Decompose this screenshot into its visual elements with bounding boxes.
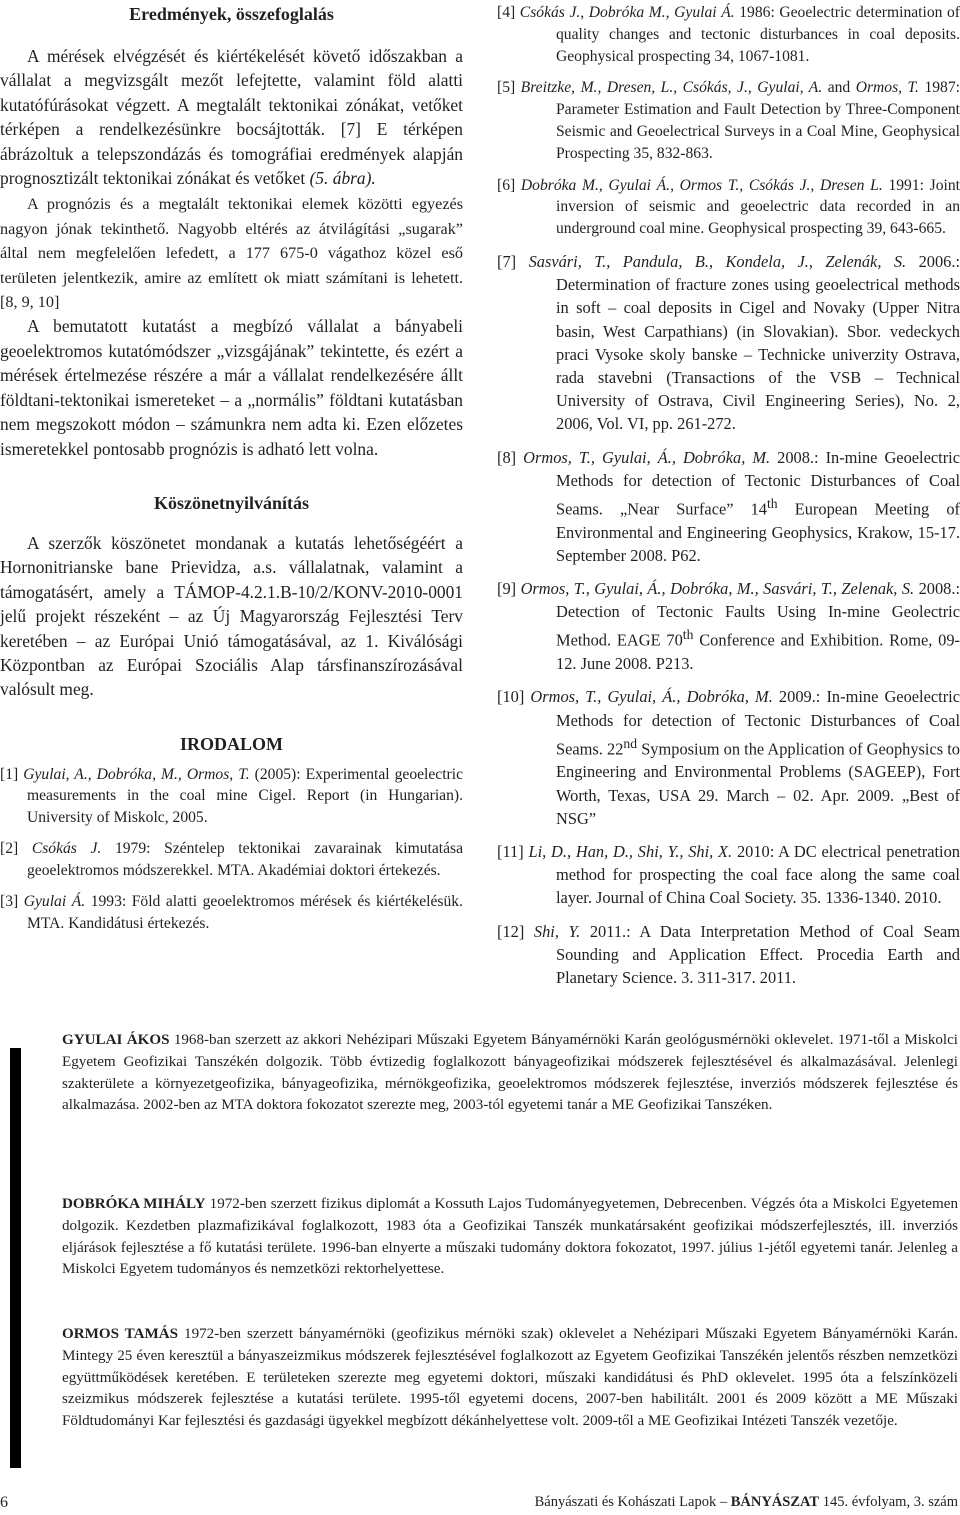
reference-authors: Csókás J. — [31, 840, 102, 858]
author-bio-text: 1972-ben szerzett fizikus diplomát a Kossuth Lajos Tudományegyetemen, Debrecenben. Végzés óta a Miskolci Egyetemen dolgozik. Kezdetben plazmafizikával foglalkozott, 1983 óta a Geofizikai Tanszék munkatársaként geofizikai módszerfejlesztés, ill. inverziós eljárások fejlesztése a fő kutatási területe. 1996-ban elnyerte a műszaki tudomány doktora fokozatot, 1997. július 1-jétől egyetemi tanár. Jelenleg a Miskolci Egyetem tudományos és nemzetközi rektorhelyettese. — [62, 1196, 958, 1278]
ordinal-suffix: th — [682, 627, 694, 643]
reference-details: (2005): Experimental geoelectric measurements in the coal mine Cigel. Report (in Hungarian). University of Miskolc, 2005. — [27, 765, 464, 826]
reference-details: Symposium on the Application of Geophysics to Engineering and Environmental Problems (SAGEEP), Fort Worth, Texas, USA 29. March – 02. Apr. 2009. „Best of NSG” — [556, 739, 960, 828]
author-bio — [62, 1030, 958, 1117]
reference-details: 2006.: Determination of fracture zones using geoelectrical methods in soft – coal deposits in Cigel and Novaky (Upper Nitra basin, West Carpathians) (in Slovakian). Sbor. vedeckych praci Vysoke skoly banske – Technicke univerzity Ostrava, rada stavebni (Transactions of the VSB – Technical University of Ostrava, Civil Engineering Series), No. 2, 2006, Vol. VI, pp. 261-272. — [556, 251, 960, 434]
page-number: 6 — [0, 1494, 8, 1511]
reference-item — [497, 77, 960, 164]
reference-details: 1979: Széntelep tektonikai zavarainak kimutatása geoelektromos módszerekkel. MTA. Akadémiai doktori értekezés. — [27, 840, 463, 879]
reference-number: [2] — [0, 840, 19, 858]
figure-reference: (5. ábra). — [309, 168, 376, 189]
left-column — [0, 0, 463, 934]
paragraph-results-3: A bemutatott kutatást a megbízó vállalat a bányabeli geoelektromos kutatómódszer „vizsgájának” tekintette, és ezért a mérések értelmezése részére a már a vállalat rendelkezésére állt földtani-tektonikai ismereteket – a „normális” földtani kutatásban nem megszokott módon – számunkra nem adta ki. Ezen előzetes ismeretekkel pontosabb prognózis is adható lett volna. — [0, 316, 463, 459]
reference-details: 2008.: In-mine Geoelectric Methods for detection of Tectonic Disturbances of Coal Seams. „Near Surface” 14 — [556, 447, 960, 519]
author-bio — [62, 1194, 958, 1281]
reference-details: 1991: Joint inversion of seismic and geoelectric data recorded in an underground coal mine. Geophysical prospecting 39, 643-665. — [556, 176, 960, 238]
reference-details: 2010: A DC electrical penetration method for prospecting the coal face along the same coal layer. Journal of China Coal Society. 35. 1336-1340. 2010. — [556, 842, 960, 908]
reference-number: [11] — [497, 842, 524, 862]
reference-authors: Csókás J., Dobróka M., Gyulai Á. — [519, 4, 735, 21]
author-bio — [62, 1324, 958, 1433]
reference-number: [4] — [497, 4, 516, 21]
reference-authors: Sasvári, T., Pandula, B., Kondela, J., Zelenák, S. — [528, 251, 907, 271]
reference-details: 2011.: A Data Interpretation Method of Coal Seam Sounding and Application Effect. Procedia Earth and Planetary Science. 3. 311-317. 2011. — [556, 921, 960, 988]
author-bio-text: 1968-ban szerzett az akkori Nehézipari Műszaki Egyetem Bányamérnöki Karán geológusmérnöki oklevelet. 1971-től a Miskolci Egyetem Geofizikai Tanszékén dolgozik. Több évtizedig foglalkozott bányageofizikai módszerek fejlesztésével és alkalmazásával. Jelenlegi szakterülete a környezetgeofizika, bányageofizika, mérnökgeofizika, geoelektromos módszerek fejlesztése, inverziós módszerek fejlesztése és alkalmazása. 2002-ben az MTA doktora fokozatot szerezte meg, 2003-tól egyetemi tanár a ME Geofizikai Tanszéken. — [62, 1032, 958, 1114]
ordinal-suffix: nd — [623, 735, 638, 751]
reference-number: [5] — [497, 79, 516, 97]
reference-authors: Ormos, T., Gyulai, Á., Dobróka, M., Sasvári, T., Zelenak, S. — [520, 579, 915, 599]
reference-details: Conference and Exhibition. Rome, 09-12. June 2008. P213. — [556, 630, 960, 674]
reference-item — [497, 175, 960, 240]
right-column — [497, 2, 960, 989]
reference-item — [0, 891, 463, 934]
page-footer — [0, 1490, 960, 1515]
journal-name: Bányászati és Kohászati Lapok – — [534, 1494, 728, 1510]
paragraph-results-1 — [0, 44, 463, 190]
reference-item — [497, 250, 960, 436]
reference-item — [497, 446, 960, 567]
reference-number: [8] — [497, 447, 517, 467]
reference-item — [497, 920, 960, 990]
reference-item — [497, 2, 960, 67]
reference-number: [12] — [497, 921, 525, 941]
reference-number: [9] — [497, 579, 517, 599]
reference-authors: Shi, Y. — [533, 921, 581, 941]
reference-details: 2008.: Detection of Tectonic Faults Using In-mine Geolectric Method. EAGE 70 — [556, 579, 960, 650]
reference-authors: Ormos, T., Gyulai, Á., Dobróka, M. — [530, 687, 773, 707]
journal-section: BÁNYÁSZAT — [730, 1494, 820, 1510]
reference-details: 1987: Parameter Estimation and Fault Detection by Three-Component Seismic and Geoelectrical Surveys in a Coal Mine, Geophysical Prospecting 35, 832-863. — [556, 79, 960, 162]
reference-conjunction: and — [827, 79, 851, 97]
journal-citation — [535, 1494, 958, 1511]
reference-details: 1993: Föld alatti geoelektromos mérések és kiértékelésük. MTA. Kandidátusi értekezés. — [27, 893, 463, 932]
reference-number: [10] — [497, 687, 525, 707]
reference-details: 2009.: In-mine Geoelectric Methods for detection of Tectonic Disturbances of Coal Seams. 22 — [556, 687, 960, 759]
paragraph-text: A mérések elvégzését és kiértékelését követő időszakban a vállalat a megvizsgált mezőt lefejtette, valamint föld alatti kutatófúrásokat végzett. A megtalált tektonikai zónákat, vetőket térképen a rendelkezésünkre bocsájtották. [7] E térképen ábrázoltuk a telepszondázás és tomográfiai eredmények alapján prognosztizált tektonikai zónákat és vetőket — [0, 46, 463, 189]
reference-item — [497, 577, 960, 675]
reference-authors: Dobróka M., Gyulai Á., Ormos T., Csókás J., Dresen L. — [520, 176, 883, 194]
author-name: ORMOS TAMÁS — [62, 1326, 179, 1342]
reference-item — [497, 840, 960, 910]
journal-issue: 145. évfolyam, 3. szám — [822, 1494, 958, 1510]
reference-number: [6] — [497, 176, 516, 194]
author-name: GYULAI ÁKOS — [62, 1032, 170, 1048]
reference-number: [7] — [497, 251, 517, 271]
section-heading-results: Eredmények, összefoglalás — [129, 4, 334, 24]
reference-authors: Breitzke, M., Dresen, L., Csókás, J., Gyulai, A. — [520, 79, 823, 97]
author-bio-text: 1972-ben szerzett bányamérnöki (geofizikus mérnöki szak) oklevelet a Nehézipari Műszaki Egyetem Bányamérnöki Karán. Mintegy 25 éven keresztül a bányaszeizmikus módszerek fejlesztésével foglalkozott az Egyetem Geofizikai Tanszékén jelentős részben nemzetközi együttműködések keretében. E területeken szerezte meg egyetemi doktori, műszaki kandidátusi és PhD oklevelet. 1995 óta a felszínközeli szeizmikus módszerek fejlesztése a kutatási területe. 1995-től egyetemi docens, 2007-ben habilitált. 2001 és 2009 között a ME Műszaki Földtudományi Kar fejlesztési és gazdasági ügyekkel megbízott dékánhelyettese volt. 2009-től a ME Geofizikai Intézeti Tanszék vezetője. — [62, 1326, 958, 1430]
reference-item — [0, 764, 463, 829]
section-heading-acknowledgement: Köszönetnyilvánítás — [153, 492, 309, 513]
paragraph-acknowledgement: A szerzők köszönetet mondanak a kutatás lehetőségéért a Hornonitrianske bane Prievidza, a.s. vállalatnak, valamint a támogatásért, amely a TÁMOP-4.2.1.B-10/2/KONV-2010-0001 jelű projekt részeként – az Új Magyarország Fejlesztési Terv keretében – az Európai Unió támogatásával, az 1. Kiválósági Központban az Európai Szociális Alap társfinanszírozásával valósult meg. — [0, 532, 463, 700]
section-heading-references: IRODALOM — [180, 733, 283, 754]
reference-authors: Ormos, T., Gyulai, Á., Dobróka, M. — [523, 447, 771, 467]
reference-details: 1986: Geoelectric determination of quality changes and tectonic disturbances in coal deposits. Geophysical prospecting 34, 1067-1081. — [556, 4, 960, 65]
reference-authors: Li, D., Han, D., Shi, Y., Shi, X. — [528, 842, 733, 862]
reference-number: [1] — [0, 765, 19, 783]
reference-item — [497, 685, 960, 830]
reference-authors: Ormos, T. — [855, 79, 919, 97]
reference-number: [3] — [0, 893, 19, 911]
reference-authors: Gyulai Á. — [23, 893, 86, 911]
author-name: DOBRÓKA MIHÁLY — [62, 1196, 206, 1212]
reference-list-left — [0, 764, 463, 935]
bio-accent-bar — [10, 1048, 21, 1468]
reference-authors: Gyulai, A., Dobróka, M., Ormos, T. — [23, 765, 250, 783]
paragraph-results-2: A prognózis és a megtalált tektonikai elemek közötti egyezés nagyon jónak tekinthető. Nagyobb eltérés az átvilágítási „sugarak” által nem megfelelően lefedett, a 177 675-0 vágathoz közel eső területen jelentkezik, amire az említett ok miatt számítani is lehetett. [8, 9, 10] — [0, 195, 463, 312]
author-bios — [0, 1028, 960, 1468]
reference-item — [0, 838, 463, 881]
reference-details: European Meeting of Environmental and Engineering Geophysics, Krakow, 15-17. September 2008. P62. — [556, 499, 960, 565]
ordinal-suffix: th — [767, 496, 778, 511]
